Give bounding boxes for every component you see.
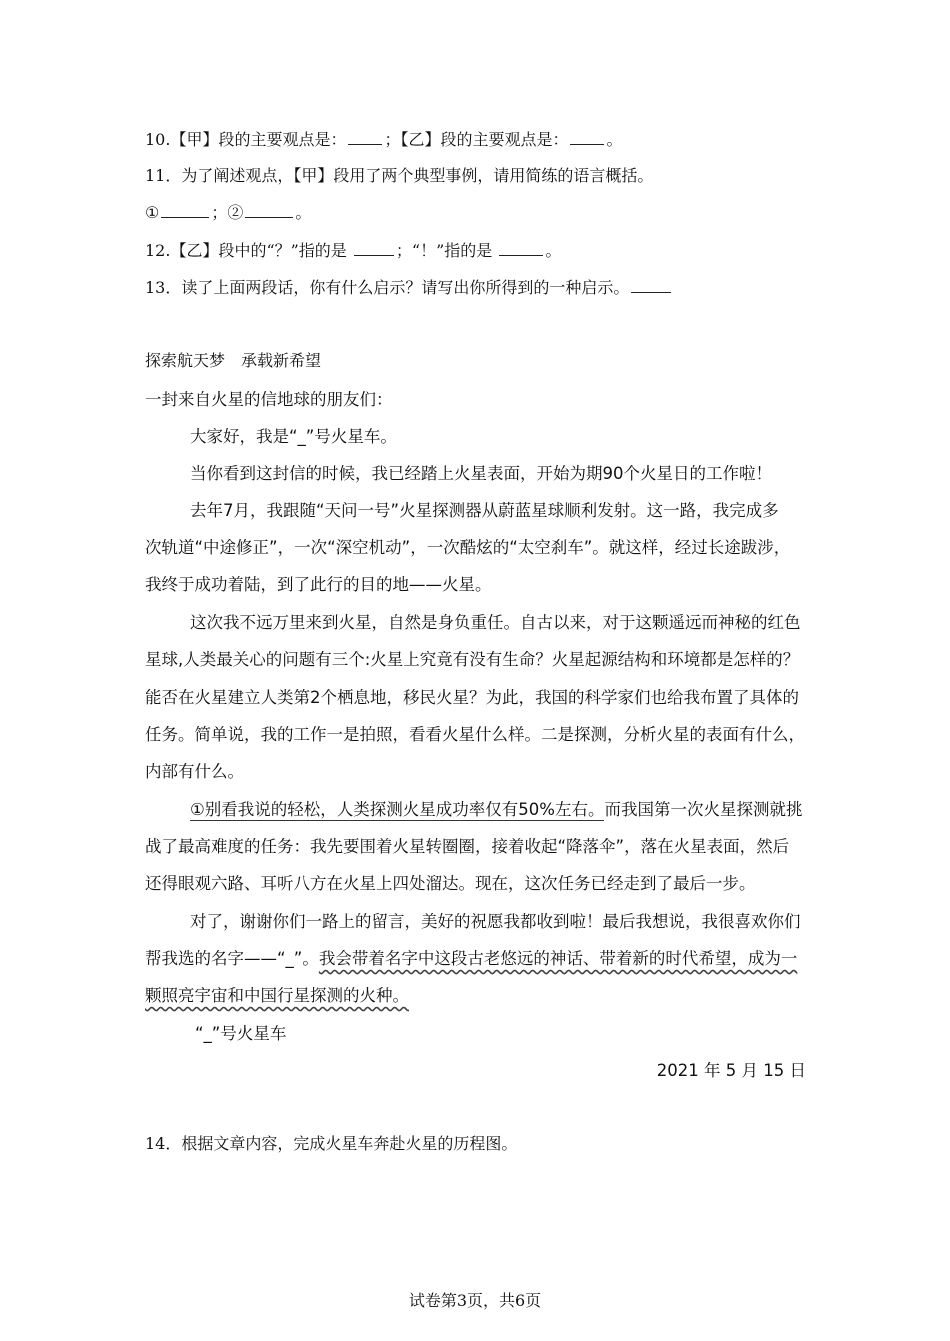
paragraph-2-line-2: 次轨道“中途修正”，一次“深空机动”，一次酷炫的“太空刹车”。就这样，经过长途跋涉， <box>145 538 791 557</box>
question-10 <box>145 127 622 150</box>
answer-blank[interactable] <box>570 130 604 145</box>
paragraph-5-line-1: 对了，谢谢你们一路上的留言，美好的祝愿我都收到啦！最后我想说，我很喜欢你们 <box>190 912 801 931</box>
question-11-end: 。 <box>295 203 312 222</box>
answer-blank[interactable] <box>161 203 209 218</box>
question-11-answer <box>145 200 311 223</box>
paragraph-2-line-1: 去年7月，我跟随“天问一号”火星探测器从蔚蓝星球顺利发射。这一路，我完成多 <box>190 501 779 520</box>
paragraph-4-line-1-rest: 而我国第一次火星探测就挑 <box>604 800 803 819</box>
answer-blank[interactable] <box>499 241 543 256</box>
signature: “_”号火星车 <box>195 1024 287 1043</box>
paragraph-3-line-5: 内部有什么。 <box>145 762 244 781</box>
circled-one: ① <box>145 203 160 222</box>
question-10-end: 。 <box>606 130 623 149</box>
letter-date: 2021 年 5 月 15 日 <box>656 1061 806 1080</box>
question-10-part-a: 10.【甲】段的主要观点是： <box>145 130 347 149</box>
wavy-underlined-text: 我会带着名字中这段古老悠远的神话、带着新的时代希望，成为一 <box>318 949 798 968</box>
question-12-part-b: ；“！”指的是 <box>395 241 493 260</box>
paragraph-3-line-3: 能否在火星建立人类第2个栖息地，移民火星？为此，我国的科学家们也给我布置了具体的 <box>145 688 799 707</box>
paragraph-1: 当你看到这封信的时候，我已经踏上火星表面，开始为期90个火星日的工作啦！ <box>190 464 772 483</box>
answer-blank[interactable] <box>245 203 293 218</box>
wavy-underlined-text-end: 颗照亮宇宙和中国行星探测的火种。 <box>145 986 409 1005</box>
question-12 <box>145 238 561 261</box>
paragraph-2-line-3: 我终于成功着陆，到了此行的目的地——火星。 <box>145 575 492 594</box>
question-13 <box>145 275 673 298</box>
circled-two: ；② <box>211 203 244 222</box>
question-11: 11．为了阐述观点，【甲】段用了两个典型事例，请用简练的语言概括。 <box>145 166 654 185</box>
paragraph-3-line-1: 这次我不远万里来到火星，自然是身负重任。自古以来，对于这颗遥远而神秘的红色 <box>190 613 801 632</box>
paragraph-4-line-3: 还得眼观六路、耳听八方在火星上四处溜达。现在，这次任务已经走到了最后一步。 <box>145 874 756 893</box>
underlined-sentence-1: ①别看我说的轻松，人类探测火星成功率仅有50%左右。 <box>190 800 605 819</box>
question-14: 14．根据文章内容，完成火星车奔赴火星的历程图。 <box>145 1134 518 1153</box>
paragraph-5-plain: 帮我选的名字——“_”。 <box>145 949 319 968</box>
question-12-end: 。 <box>545 241 562 260</box>
salutation: 一封来自火星的信地球的朋友们： <box>145 390 393 409</box>
question-10-part-b: ；【乙】段的主要观点是： <box>384 130 569 149</box>
paragraph-5-line-2 <box>145 945 797 969</box>
answer-blank[interactable] <box>631 278 671 293</box>
question-12-part-a: 12.【乙】段中的“？”指的是 <box>145 241 347 260</box>
question-13-text: 13．读了上面两段话，你有什么启示？请写出你所得到的一种启示。 <box>145 278 630 297</box>
greeting: 大家好，我是“_”号火星车。 <box>190 427 397 446</box>
page-footer: 试卷第3页，共6页 <box>408 1291 542 1310</box>
paragraph-3-line-2: 星球,人类最关心的问题有三个:火星上究竟有没有生命？火星起源结构和环境都是怎样的？ <box>145 650 800 669</box>
paragraph-4-line-1 <box>190 796 802 820</box>
answer-blank[interactable] <box>348 130 382 145</box>
paragraph-5-line-3 <box>145 982 409 1006</box>
article-title: 探索航天梦 承载新希望 <box>145 351 322 370</box>
paragraph-4-line-2: 战了最高难度的任务：我先要围着火星转圈圈，接着收起“降落伞”，落在火星表面，然后 <box>145 837 790 856</box>
answer-blank[interactable] <box>354 241 394 256</box>
paragraph-3-line-4: 任务。简单说，我的工作一是拍照，看看火星什么样。二是探测，分析火星的表面有什么， <box>145 725 805 744</box>
